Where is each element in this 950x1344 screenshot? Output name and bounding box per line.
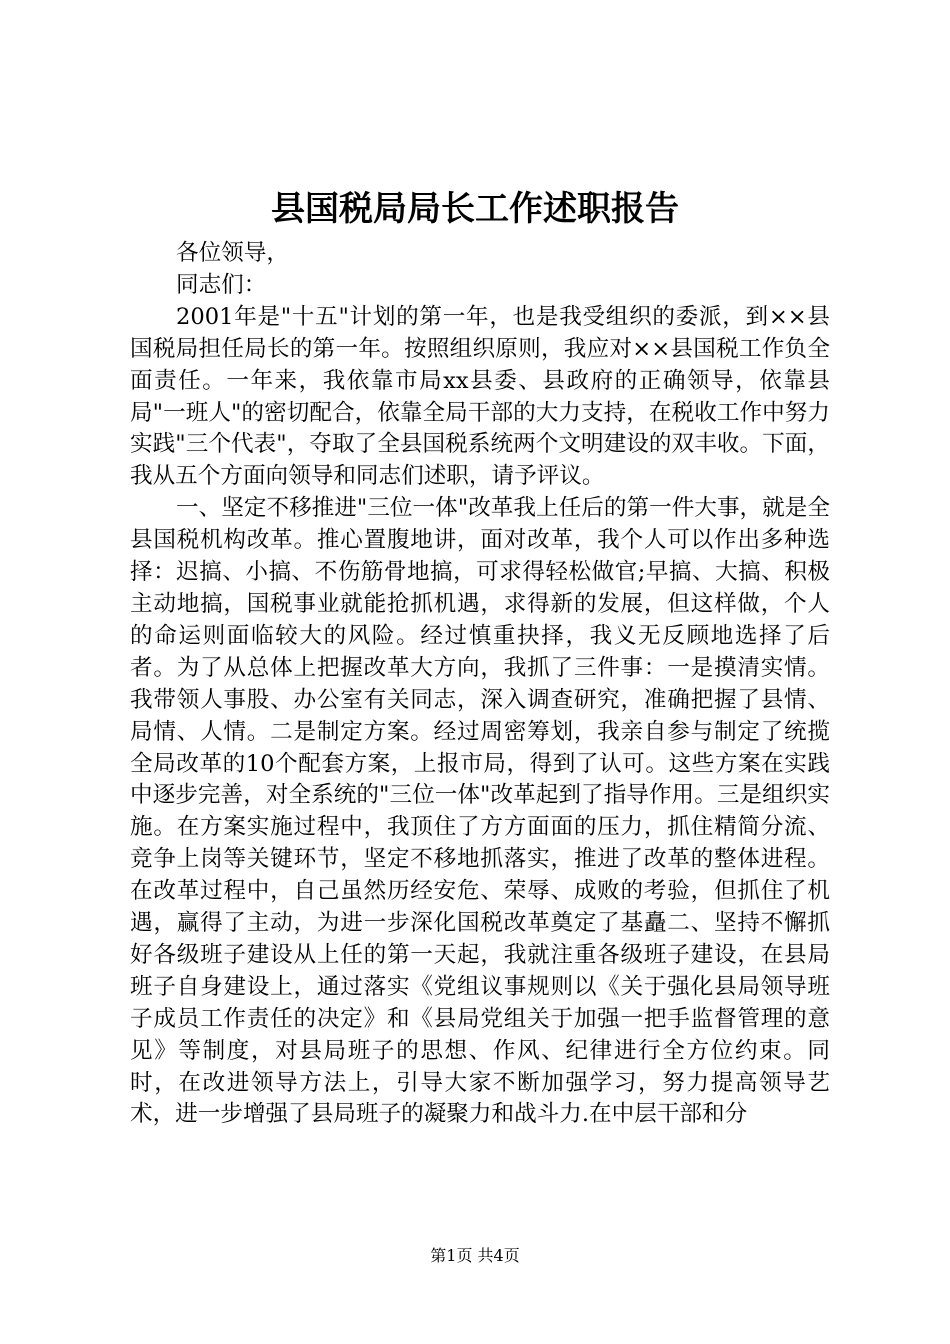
salutation-leaders: 各位领导， bbox=[176, 240, 289, 266]
paragraph-intro: 2001年是"十五"计划的第一年，也是我受组织的委派，到××县国税局担任局长的第一年。按照组织原则，我应对××县国税工作负全面责任。一年来，我依靠市局xx县委、县政府的正确领导，依靠县局"一班人"的密切配合，依靠全局干部的大力支持，在税收工作中努力实践"三个代表"，夺取了全县国税系统两个文明建设的双丰收。下面，我从五个方面向领导和同志们述职，请予评议。 bbox=[130, 303, 830, 490]
page-number-footer: 第1页 共4页 bbox=[430, 1246, 520, 1265]
document-title: 县国税局局长工作述职报告 bbox=[271, 189, 679, 229]
paragraph-reform: 一、坚定不移推进"三位一体"改革我上任后的第一件大事，就是全县国税机构改革。推心置腹地讲，面对改革，我个人可以作出多种选择：迟搞、小搞、不伤筋骨地搞，可求得轻松做官;早搞、大搞、积极主动地搞，国税事业就能抢抓机遇，求得新的发展，但这样做，个人的命运则面临较大的风险。经过慎重抉择，我义无反顾地选择了后者。为了从总体上把握改革大方向，我抓了三件事：一是摸清实情。我带领人事股、办公室有关同志，深入调查研究，准确把握了县情、局情、人情。二是制定方案。经过周密筹划，我亲自参与制定了统揽全局改革的10个配套方案，上报市局，得到了认可。这些方案在实践中逐步完善，对全系统的"三位一体"改革起到了指导作用。三是组织实施。在方案实施过程中，我顶住了方方面面的压力，抓住精简分流、竞争上岗等关键环节，坚定不移地抓落实，推进了改革的整体进程。在改革过程中，自己虽然历经安危、荣辱、成败的考验，但抓住了机遇，赢得了主动，为进一步深化国税改革奠定了基矗二、坚持不懈抓好各级班子建设从上任的第一天起，我就注重各级班子建设，在县局班子自身建设上，通过落实《党组议事规则以《关于强化县局领导班子成员工作责任的决定》和《县局党组关于加强一把手监督管理的意见》等制度，对县局班子的思想、作风、纪律进行全方位约束。同时，在改进领导方法上，引导大家不断加强学习，努力提高领导艺术，进一步增强了县局班子的凝聚力和战斗力.在中层干部和分 bbox=[130, 495, 830, 1128]
salutation-comrades: 同志们： bbox=[176, 271, 267, 298]
document-body bbox=[130, 238, 830, 1131]
